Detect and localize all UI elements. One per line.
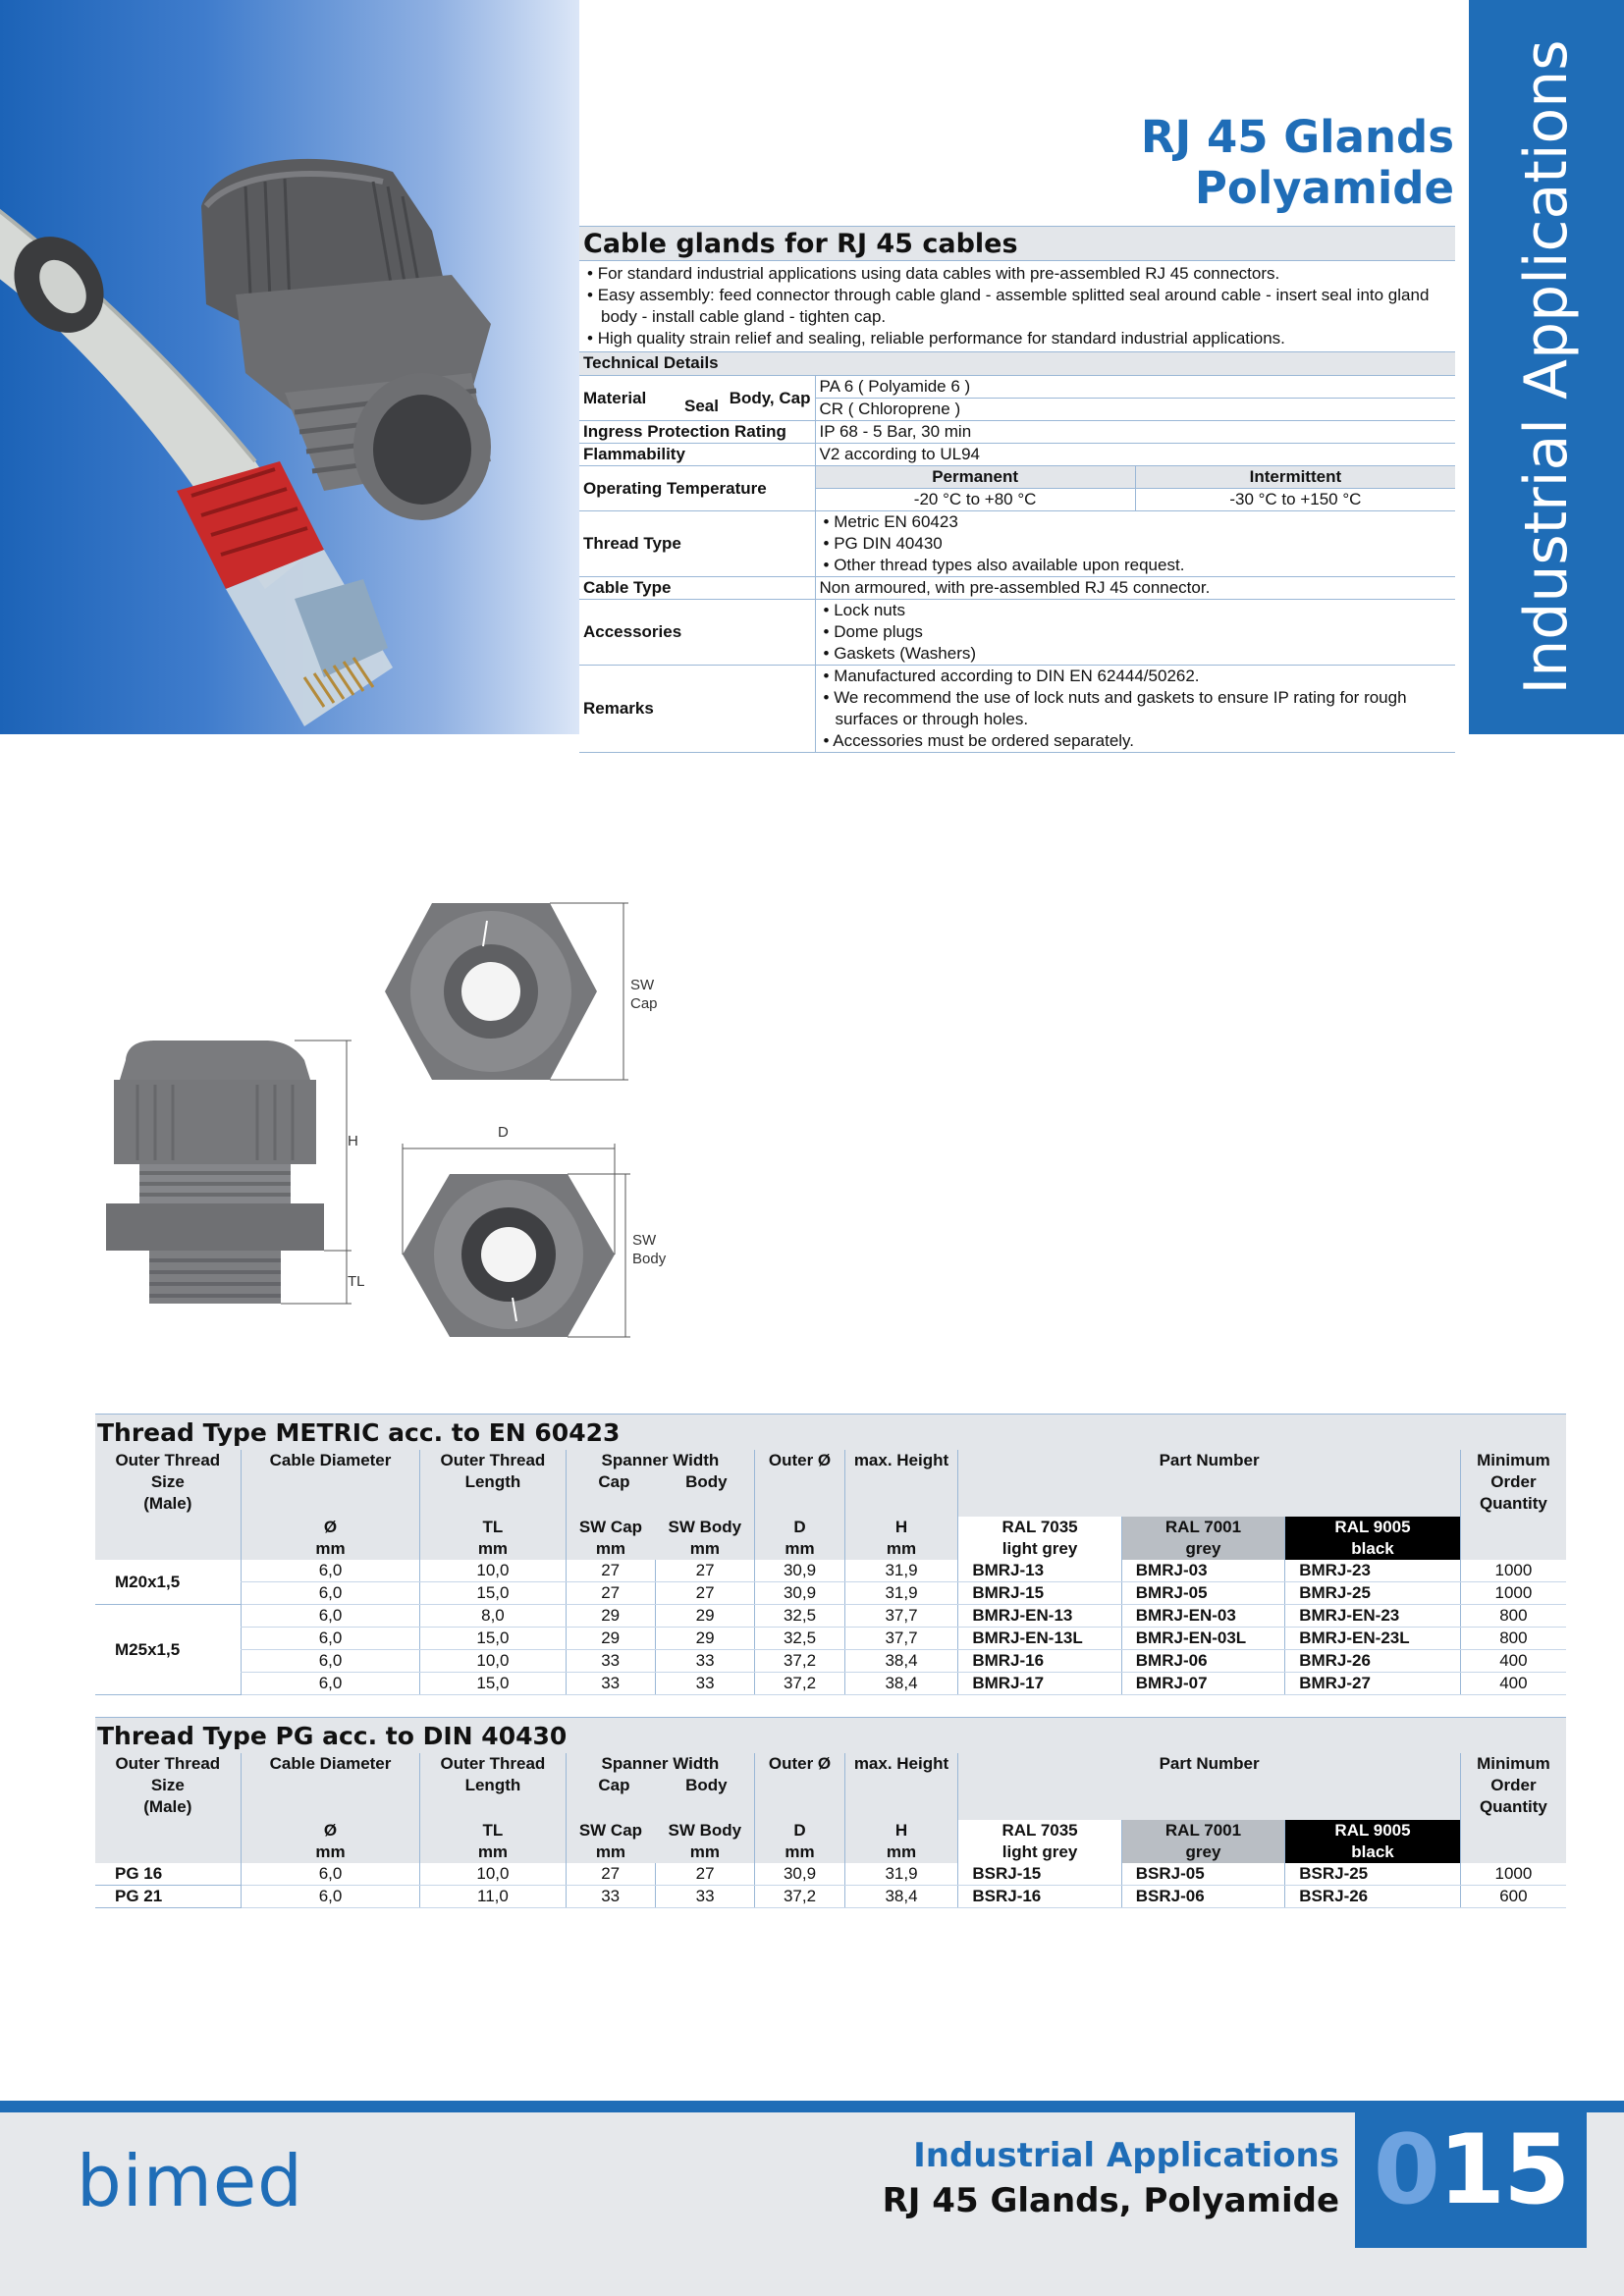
cable-diameter: 6,0	[241, 1650, 420, 1673]
col-cable-diameter	[241, 1753, 420, 1820]
page-number-box	[1355, 2101, 1587, 2248]
bullet-text: High quality strain relief and sealing, reliable performance for standard industrial applications.	[597, 329, 1285, 347]
header-text: mm	[595, 1842, 626, 1861]
header-text: Outer Ø	[768, 1451, 832, 1469]
header-text: D	[793, 1821, 806, 1840]
header-text: Size	[150, 1776, 185, 1794]
col-cable-diameter	[241, 1450, 420, 1517]
table-row	[95, 1605, 1566, 1628]
table-row	[95, 1863, 1566, 1886]
part-number-9005: BMRJ-EN-23	[1285, 1605, 1461, 1628]
cable-type-value: Non armoured, with pre-assembled RJ 45 connector.	[815, 577, 1455, 600]
tech-details-table	[579, 376, 1455, 753]
part-number-7035: BSRJ-16	[958, 1886, 1121, 1908]
outer-diameter: 32,5	[755, 1605, 844, 1628]
sw-body: 27	[655, 1560, 754, 1582]
bullet-text: Easy assembly: feed connector through cable gland - assemble splitted seal around cable - insert seal into gland body - install cable gland - tighten cap.	[597, 286, 1430, 326]
part-number-9005: BSRJ-26	[1285, 1886, 1461, 1908]
part-number-7001: BMRJ-06	[1121, 1650, 1284, 1673]
header-text: Minimum	[1477, 1451, 1550, 1469]
ral-name: grey	[1185, 1842, 1221, 1861]
table-row	[95, 1560, 1566, 1582]
header-text: Cap	[598, 1472, 630, 1491]
header-text: SW Body	[668, 1821, 742, 1840]
outer-thread-length: 15,0	[420, 1582, 566, 1605]
unit-swcap	[566, 1820, 655, 1863]
max-height: 37,7	[844, 1628, 958, 1650]
outer-diameter: 30,9	[755, 1863, 844, 1886]
ral-name: black	[1351, 1539, 1394, 1558]
sw-cap: 27	[566, 1560, 655, 1582]
max-height: 31,9	[844, 1863, 958, 1886]
header-text: Length	[464, 1776, 521, 1794]
table-row	[95, 1582, 1566, 1605]
metric-table-section	[95, 1414, 1566, 1695]
min-order-qty: 1000	[1460, 1863, 1566, 1886]
header-text: Body	[685, 1776, 728, 1794]
outer-thread-length: 10,0	[420, 1560, 566, 1582]
header-text: mm	[785, 1842, 815, 1861]
sw-cap-label-line: SW	[630, 977, 655, 993]
header-text: mm	[689, 1539, 720, 1558]
header-text: H	[894, 1821, 908, 1840]
remark-text: We recommend the use of lock nuts and gaskets to ensure IP rating for rough surfaces or through holes.	[834, 688, 1407, 728]
ral-code: RAL 9005	[1334, 1821, 1411, 1840]
title-line-2: Polyamide	[1194, 162, 1454, 214]
min-order-qty: 1000	[1460, 1560, 1566, 1582]
header-text: H	[894, 1518, 908, 1536]
ip-value: IP 68 - 5 Bar, 30 min	[815, 421, 1455, 444]
outer-diameter: 37,2	[755, 1886, 844, 1908]
body-cap-label: Body, Cap	[729, 388, 811, 407]
unit-h	[844, 1517, 958, 1560]
seal-value: CR ( Chloroprene )	[819, 400, 961, 418]
header-text: Cable Diameter	[269, 1451, 392, 1469]
header-text: Outer Thread	[115, 1754, 221, 1773]
outer-thread-length: 11,0	[420, 1886, 566, 1908]
part-number-7001: BSRJ-06	[1121, 1886, 1284, 1908]
thread-type-text: Other thread types also available upon request.	[834, 556, 1185, 574]
max-height: 31,9	[844, 1560, 958, 1582]
side-banner	[1469, 0, 1624, 734]
col-min-order	[1460, 1753, 1566, 1863]
max-height: 38,4	[844, 1650, 958, 1673]
min-order-qty: 400	[1460, 1650, 1566, 1673]
part-number-9005: BMRJ-26	[1285, 1650, 1461, 1673]
thread-size: M25x1,5	[95, 1605, 241, 1695]
unit-h	[844, 1820, 958, 1863]
tech-details-heading: Technical Details	[579, 352, 1455, 376]
remark-item: • Accessories must be ordered separately.	[823, 731, 1135, 750]
min-order-qty: 800	[1460, 1628, 1566, 1650]
cable-diameter: 6,0	[241, 1863, 420, 1886]
header-text: Spanner Width	[601, 1754, 720, 1773]
ral-code: RAL 7035	[1001, 1821, 1078, 1840]
unit-tl	[420, 1517, 566, 1560]
min-order-qty: 400	[1460, 1673, 1566, 1695]
header-text: mm	[477, 1539, 509, 1558]
col-outer-diameter	[755, 1450, 844, 1517]
header-text: Cap	[598, 1776, 630, 1794]
max-height: 38,4	[844, 1673, 958, 1695]
header-text: Part Number	[1159, 1754, 1260, 1773]
header-text: Quantity	[1479, 1494, 1547, 1513]
header-text: max. Height	[853, 1451, 949, 1469]
header-text: Outer Thread	[115, 1451, 221, 1469]
col-outer-thread-length	[420, 1753, 566, 1820]
accessories-label: Accessories	[579, 600, 815, 666]
temp-intermittent-head: Intermittent	[1136, 466, 1455, 489]
technical-drawings	[98, 883, 707, 1355]
col-spanner-width	[566, 1753, 755, 1820]
outer-thread-length: 15,0	[420, 1628, 566, 1650]
side-banner-text: Industrial Applications	[1512, 39, 1581, 695]
sw-body: 33	[655, 1650, 754, 1673]
outer-thread-length: 10,0	[420, 1863, 566, 1886]
cable-diameter: 6,0	[241, 1673, 420, 1695]
h-label: H	[348, 1133, 358, 1149]
operating-temperature-values	[815, 466, 1455, 511]
flammability-label: Flammability	[579, 444, 815, 466]
header-text: mm	[785, 1539, 815, 1558]
max-height: 38,4	[844, 1886, 958, 1908]
outer-diameter: 37,2	[755, 1650, 844, 1673]
header-text: TL	[482, 1821, 504, 1840]
ral-code: RAL 7001	[1164, 1518, 1242, 1536]
header-text: Ø	[323, 1518, 338, 1536]
col-outer-thread-size	[95, 1753, 241, 1863]
ral-header	[1285, 1517, 1461, 1560]
ral-code: RAL 7035	[1001, 1518, 1078, 1536]
header-text: mm	[315, 1539, 346, 1558]
unit-swbody	[655, 1517, 754, 1560]
part-number-9005: BMRJ-EN-23L	[1285, 1628, 1461, 1650]
pg-table-section	[95, 1717, 1566, 1908]
cable-diameter: 6,0	[241, 1582, 420, 1605]
header-text: Outer Thread	[440, 1754, 546, 1773]
part-number-9005: BSRJ-25	[1285, 1863, 1461, 1886]
sw-cap-label-line: Cap	[630, 995, 658, 1012]
sw-cap: 29	[566, 1605, 655, 1628]
cable-gland-illustration	[0, 0, 579, 734]
spec-bullets	[579, 261, 1455, 352]
unit-dia	[241, 1820, 420, 1863]
sw-body-label-line: SW	[632, 1232, 657, 1249]
header-text: mm	[477, 1842, 509, 1861]
ip-label: Ingress Protection Rating	[579, 421, 815, 444]
col-min-order	[1460, 1450, 1566, 1560]
header-text: SW Cap	[578, 1518, 643, 1536]
min-order-qty: 800	[1460, 1605, 1566, 1628]
remark-text: Accessories must be ordered separately.	[833, 731, 1135, 750]
metric-table-title: Thread Type METRIC acc. to EN 60423	[95, 1414, 1566, 1450]
header-text: SW Cap	[578, 1821, 643, 1840]
title-line-1: RJ 45 Glands	[1140, 111, 1454, 163]
max-height: 37,7	[844, 1605, 958, 1628]
ral-code: RAL 9005	[1334, 1518, 1411, 1536]
header-text: Spanner Width	[601, 1451, 720, 1469]
tl-label: TL	[348, 1273, 365, 1290]
remarks-label: Remarks	[579, 666, 815, 753]
outer-diameter: 30,9	[755, 1582, 844, 1605]
body-cap-value: PA 6 ( Polyamide 6 )	[815, 376, 1455, 399]
header-text: Order	[1490, 1472, 1537, 1491]
cable-diameter: 6,0	[241, 1886, 420, 1908]
header-text: D	[793, 1518, 806, 1536]
header-text: Length	[464, 1472, 521, 1491]
header-text: SW Body	[668, 1518, 742, 1536]
part-number-7035: BMRJ-16	[958, 1650, 1121, 1673]
header-text: mm	[315, 1842, 346, 1861]
part-number-7035: BMRJ-17	[958, 1673, 1121, 1695]
header-text: Outer Thread	[440, 1451, 546, 1469]
cable-type-label: Cable Type	[579, 577, 815, 600]
dimension-drawing	[98, 883, 707, 1355]
cable-diameter: 6,0	[241, 1628, 420, 1650]
ral-code: RAL 7001	[1164, 1821, 1242, 1840]
header-text: max. Height	[853, 1754, 949, 1773]
header-text: mm	[689, 1842, 720, 1861]
seal-label: Seal	[684, 397, 719, 415]
remark-item: • Manufactured according to DIN EN 62444/50262.	[823, 667, 1200, 685]
table-row	[95, 1673, 1566, 1695]
spec-bullet: • High quality strain relief and sealing, reliable performance for standard industrial applications.	[587, 329, 1285, 347]
bullet-text: For standard industrial applications using data cables with pre-assembled RJ 45 connectors.	[597, 264, 1280, 283]
sw-body-label	[632, 1231, 666, 1268]
pg-table	[95, 1753, 1566, 1908]
col-outer-thread-length	[420, 1450, 566, 1517]
spec-bullet: • Easy assembly: feed connector through cable gland - assemble splitted seal around cable - insert seal into gland body - install cable gland - tighten cap.	[587, 286, 1430, 326]
outer-thread-length: 15,0	[420, 1673, 566, 1695]
operating-temperature-label: Operating Temperature	[579, 466, 815, 511]
table-row	[95, 1650, 1566, 1673]
header-text: Size	[150, 1472, 185, 1491]
part-number-7001: BMRJ-EN-03	[1121, 1605, 1284, 1628]
header-text: (Male)	[143, 1797, 192, 1816]
header-text: Quantity	[1479, 1797, 1547, 1816]
cable-diameter: 6,0	[241, 1560, 420, 1582]
sw-body: 33	[655, 1886, 754, 1908]
thread-size: M20x1,5	[95, 1560, 241, 1605]
ral-name: light grey	[1001, 1842, 1078, 1861]
accessories-values	[815, 600, 1455, 666]
accessory-item: • Lock nuts	[823, 601, 905, 619]
remark-item: • We recommend the use of lock nuts and gaskets to ensure IP rating for rough surfaces or through holes.	[823, 688, 1407, 728]
header-text: Outer Ø	[768, 1754, 832, 1773]
accessory-text: Gaskets (Washers)	[834, 644, 977, 663]
footer-category: Industrial Applications	[913, 2136, 1339, 2175]
pg-table-title: Thread Type PG acc. to DIN 40430	[95, 1717, 1566, 1753]
bimed-logo: bimed	[77, 2140, 303, 2222]
temp-permanent-head: Permanent	[816, 466, 1136, 489]
header-text: Ø	[323, 1821, 338, 1840]
ral-header	[958, 1517, 1121, 1560]
outer-diameter: 30,9	[755, 1560, 844, 1582]
part-number-7035: BSRJ-15	[958, 1863, 1121, 1886]
outer-diameter: 32,5	[755, 1628, 844, 1650]
part-number-7035: BMRJ-EN-13	[958, 1605, 1121, 1628]
col-part-number	[958, 1753, 1460, 1820]
material-label-text: Material	[583, 388, 647, 407]
ral-name: grey	[1185, 1539, 1221, 1558]
outer-diameter: 37,2	[755, 1673, 844, 1695]
header-text: mm	[886, 1842, 917, 1861]
sw-cap-label	[630, 976, 658, 1013]
min-order-qty: 600	[1460, 1886, 1566, 1908]
outer-thread-length: 8,0	[420, 1605, 566, 1628]
temp-permanent-value: -20 °C to +80 °C	[816, 489, 1136, 510]
accessory-text: Dome plugs	[834, 622, 923, 641]
flammability-value: V2 according to UL94	[815, 444, 1455, 466]
seal-row	[815, 399, 1455, 421]
ral-header	[1121, 1820, 1284, 1863]
part-number-7001: BMRJ-05	[1121, 1582, 1284, 1605]
footer-product: RJ 45 Glands, Polyamide	[882, 2181, 1339, 2220]
unit-tl	[420, 1820, 566, 1863]
metric-table	[95, 1450, 1566, 1695]
part-number-9005: BMRJ-25	[1285, 1582, 1461, 1605]
col-spanner-width	[566, 1450, 755, 1517]
thread-size: PG 16	[95, 1863, 241, 1886]
unit-swcap	[566, 1517, 655, 1560]
page-title	[1141, 112, 1454, 214]
part-number-7001: BSRJ-05	[1121, 1863, 1284, 1886]
header-text: Minimum	[1477, 1754, 1550, 1773]
col-part-number	[958, 1450, 1460, 1517]
unit-swbody	[655, 1820, 754, 1863]
sw-body: 27	[655, 1582, 754, 1605]
page-number-prefix: 0	[1373, 2114, 1438, 2226]
spec-bullet: • For standard industrial applications using data cables with pre-assembled RJ 45 connectors.	[587, 264, 1280, 283]
temp-intermittent-value: -30 °C to +150 °C	[1229, 490, 1362, 508]
part-number-7001: BMRJ-07	[1121, 1673, 1284, 1695]
spec-table	[579, 226, 1455, 753]
accessory-item: • Gaskets (Washers)	[823, 644, 977, 663]
accessory-item: • Dome plugs	[823, 622, 923, 641]
thread-size: PG 21	[95, 1886, 241, 1908]
ral-name: light grey	[1001, 1539, 1078, 1558]
part-number-7001: BMRJ-EN-03L	[1121, 1628, 1284, 1650]
sw-body: 33	[655, 1673, 754, 1695]
col-outer-thread-size	[95, 1450, 241, 1560]
table-row	[95, 1886, 1566, 1908]
header-text: Body	[685, 1472, 728, 1491]
thread-type-item: • Other thread types also available upon request.	[823, 556, 1185, 574]
sw-body: 29	[655, 1628, 754, 1650]
part-number-9005: BMRJ-23	[1285, 1560, 1461, 1582]
spec-heading: Cable glands for RJ 45 cables	[579, 226, 1455, 261]
unit-d	[755, 1517, 844, 1560]
part-number-7035: BMRJ-EN-13L	[958, 1628, 1121, 1650]
header-text: Part Number	[1159, 1451, 1260, 1469]
max-height: 31,9	[844, 1582, 958, 1605]
thread-type-values	[815, 511, 1455, 577]
cable-diameter: 6,0	[241, 1605, 420, 1628]
sw-cap: 33	[566, 1650, 655, 1673]
sw-cap: 33	[566, 1673, 655, 1695]
header-text: TL	[482, 1518, 504, 1536]
thread-type-label: Thread Type	[579, 511, 815, 577]
hero-product-photo	[0, 0, 579, 734]
outer-thread-length: 10,0	[420, 1650, 566, 1673]
sw-cap: 27	[566, 1863, 655, 1886]
thread-type-text: PG DIN 40430	[834, 534, 943, 553]
ral-name: black	[1351, 1842, 1394, 1861]
sw-body: 29	[655, 1605, 754, 1628]
accessory-text: Lock nuts	[834, 601, 905, 619]
thread-type-text: Metric EN 60423	[834, 512, 958, 531]
header-text: Cable Diameter	[269, 1754, 392, 1773]
thread-type-item: • PG DIN 40430	[823, 534, 943, 553]
part-number-9005: BMRJ-27	[1285, 1673, 1461, 1695]
page-number-rest: 15	[1437, 2114, 1569, 2226]
part-number-7035: BMRJ-15	[958, 1582, 1121, 1605]
table-row	[95, 1628, 1566, 1650]
col-outer-diameter	[755, 1753, 844, 1820]
sw-cap: 27	[566, 1582, 655, 1605]
ral-header	[1285, 1820, 1461, 1863]
header-text: mm	[886, 1539, 917, 1558]
sw-cap: 33	[566, 1886, 655, 1908]
page-number	[1355, 2114, 1587, 2226]
unit-dia	[241, 1517, 420, 1560]
part-number-7001: BMRJ-03	[1121, 1560, 1284, 1582]
part-number-7035: BMRJ-13	[958, 1560, 1121, 1582]
ral-header	[958, 1820, 1121, 1863]
ral-header	[1121, 1517, 1284, 1560]
col-max-height	[844, 1753, 958, 1820]
remark-text: Manufactured according to DIN EN 62444/50262.	[834, 667, 1200, 685]
col-max-height	[844, 1450, 958, 1517]
remarks-values	[815, 666, 1455, 753]
sw-body: 27	[655, 1863, 754, 1886]
d-label: D	[498, 1124, 509, 1141]
sw-body-label-line: Body	[632, 1251, 667, 1267]
min-order-qty: 1000	[1460, 1582, 1566, 1605]
header-text: mm	[595, 1539, 626, 1558]
unit-d	[755, 1820, 844, 1863]
header-text: Order	[1490, 1776, 1537, 1794]
thread-type-item: • Metric EN 60423	[823, 512, 958, 531]
header-text: (Male)	[143, 1494, 192, 1513]
sw-cap: 29	[566, 1628, 655, 1650]
